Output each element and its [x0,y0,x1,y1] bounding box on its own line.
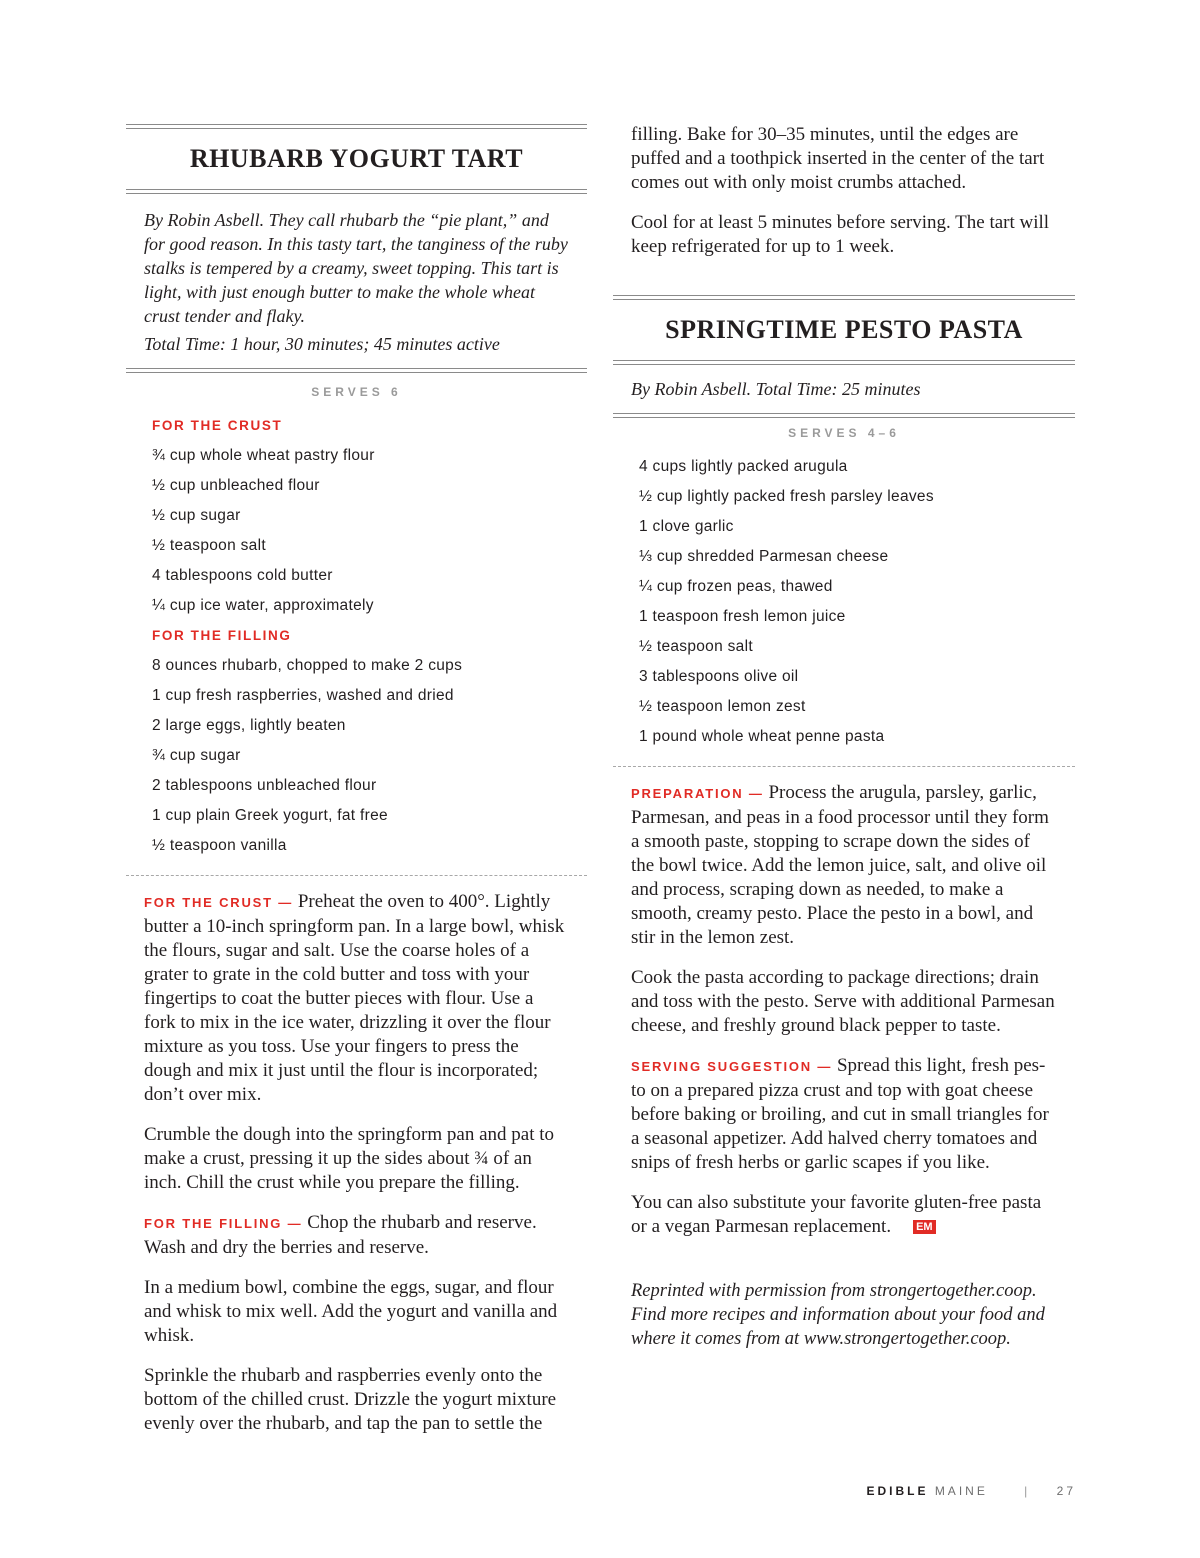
step-preparation-text: Process the arugula, parsley, garlic, Parmesan, and peas in a food processor until they form a smooth paste, stopping to scrape down the sides of the bowl twice. Add the lemon juice, salt, and olive oil and process, scraping down as needed, to make a smooth, creamy pesto. Place the pesto in a bowl, and stir in the lemon zest. [631,782,1049,948]
tart-total-time: Total Time: 1 hour, 30 minutes; 45 minutes active [144,334,500,354]
crust-ingredients-label: FOR THE CRUST [152,418,283,433]
pasta-serves: SERVES 4–6 [788,426,900,440]
pasta-intro: By Robin Asbell. Total Time: 25 minutes [631,379,921,399]
ingredient-item: ½ cup lightly packed fresh parsley leaves [639,488,934,505]
ingredient-item: 1 teaspoon fresh lemon juice [639,608,846,625]
tart-intro: By Robin Asbell. They call rhubarb the “pie plant,” and for good reason. In this tasty tart, the tanginess of the ruby stalks is tempered by a creamy, sweet topping. This tart is light, with just enough butter to make the whole wheat crust tender and flaky. [144,210,568,326]
step-cook: Cook the pasta according to package directions; drain and toss with the pesto. Serve with additional Parmesan cheese, and freshly ground black pepper to taste. [631,967,1055,1036]
step-preparation-lead: PREPARATION — [631,786,764,801]
footer-brand-bold: EDIBLE [866,1484,929,1498]
ingredient-item: 2 tablespoons unbleached flour [152,777,377,794]
ingredient-item: 1 cup fresh raspberries, washed and dried [152,687,454,704]
left-column [126,124,587,1452]
edible-maine-logo-icon: EM [913,1220,936,1234]
step-bake: filling. Bake for 30–35 minutes, until the edges are puffed and a toothpick inserted in the center of the tart comes out with only moist crumbs attached. [631,124,1045,193]
ingredient-item: 3 tablespoons olive oil [639,668,799,685]
ingredient-item: ¼ cup frozen peas, thawed [639,578,833,595]
ingredient-item: ½ cup sugar [152,507,241,524]
page-footer [800,1483,1076,1499]
ingredient-item: 1 clove garlic [639,518,734,535]
footer-separator: | [1024,1484,1031,1498]
serving-suggestion-lead: SERVING SUGGESTION — [631,1059,833,1074]
ingredient-item: 1 cup plain Greek yogurt, fat free [152,807,388,824]
serving-suggestion [613,1054,1075,1175]
ingredient-item: 2 large eggs, lightly beaten [152,717,346,734]
step-cool: Cool for at least 5 minutes before serving. The tart will keep refrigerated for up to 1 week. [631,212,1050,257]
step-sprinkle: Sprinkle the rhubarb and raspberries evenly onto the bottom of the chilled crust. Drizzle the yogurt mixture evenly over the rhubarb, and tap the pan to settle the [144,1365,557,1434]
step-combine: In a medium bowl, combine the eggs, sugar, and flour and whisk to mix well. Add the yogurt and vanilla and whisk. [144,1277,558,1346]
recipe-title-tart: RHUBARB YOGURT TART [189,144,524,173]
ingredient-item: 1 pound whole wheat penne pasta [639,728,885,745]
ingredient-item: ½ teaspoon vanilla [152,837,287,854]
ingredient-item: ½ teaspoon salt [152,537,266,554]
filling-ingredients-label: FOR THE FILLING [152,628,292,643]
step-crust [126,890,587,1107]
ingredient-item: ¾ cup whole wheat pastry flour [152,447,375,464]
step-crust-text: Preheat the oven to 400°. Lightly butter a 10-inch springform pan. In a large bowl, whisk the flours, sugar and salt. Use the coarse holes of a grater to grate in the cold butter and toss with your fingertips to coat the butter pieces with flour. Use a fork to mix in the ice water, drizzling it over the flour mixture as you toss. Use your fingers to press the dough and mix it just until the flour is incorporated; don’t over mix. [144,891,565,1105]
step-filling-text: Chop the rhubarb and reserve. Wash and dry the berries and reserve. [144,1212,537,1258]
footer-brand-light: MAINE [934,1484,988,1498]
right-column [613,123,1075,1351]
step-crust-lead: FOR THE CRUST — [144,895,294,910]
substitute-text: You can also substitute your favorite gluten-free pasta or a vegan Parmesan replacement. [631,1192,1042,1237]
ingredient-item: ½ cup unbleached flour [152,477,320,494]
substitute-note [613,1191,1075,1239]
reprint-note: Reprinted with permission from strongertogether.coop. Find more recipes and information about your food and where it comes from at www.strongertogether.coop. [631,1281,1045,1349]
step-filling-lead: FOR THE FILLING — [144,1216,303,1231]
tart-serves: SERVES 6 [311,385,402,399]
ingredient-item: ½ teaspoon salt [639,638,753,655]
ingredient-item: 8 ounces rhubarb, chopped to make 2 cups [152,657,463,674]
serving-suggestion-text: Spread this light, fresh pes-to on a prepared pizza crust and top with goat cheese before baking or broiling, and cut in small triangles for a seasonal appetizer. Add halved cherry tomatoes and snips of fresh herbs or garlic scapes if you like. [631,1055,1049,1173]
recipe-title-pasta: SPRINGTIME PESTO PASTA [665,315,1023,344]
ingredient-item: ½ teaspoon lemon zest [639,698,806,715]
ingredient-item: 4 tablespoons cold butter [152,567,333,584]
ingredient-item: 4 cups lightly packed arugula [639,458,848,475]
page-number: 27 [1056,1484,1076,1498]
ingredient-item: ⅓ cup shredded Parmesan cheese [639,548,889,565]
ingredient-item: ¼ cup ice water, approximately [152,597,374,614]
step-crumble: Crumble the dough into the springform pan and pat to make a crust, pressing it up the sides about ¾ of an inch. Chill the crust while you prepare the filling. [144,1124,555,1193]
ingredient-item: ¾ cup sugar [152,747,241,764]
step-preparation [613,781,1075,950]
step-filling [126,1211,587,1260]
